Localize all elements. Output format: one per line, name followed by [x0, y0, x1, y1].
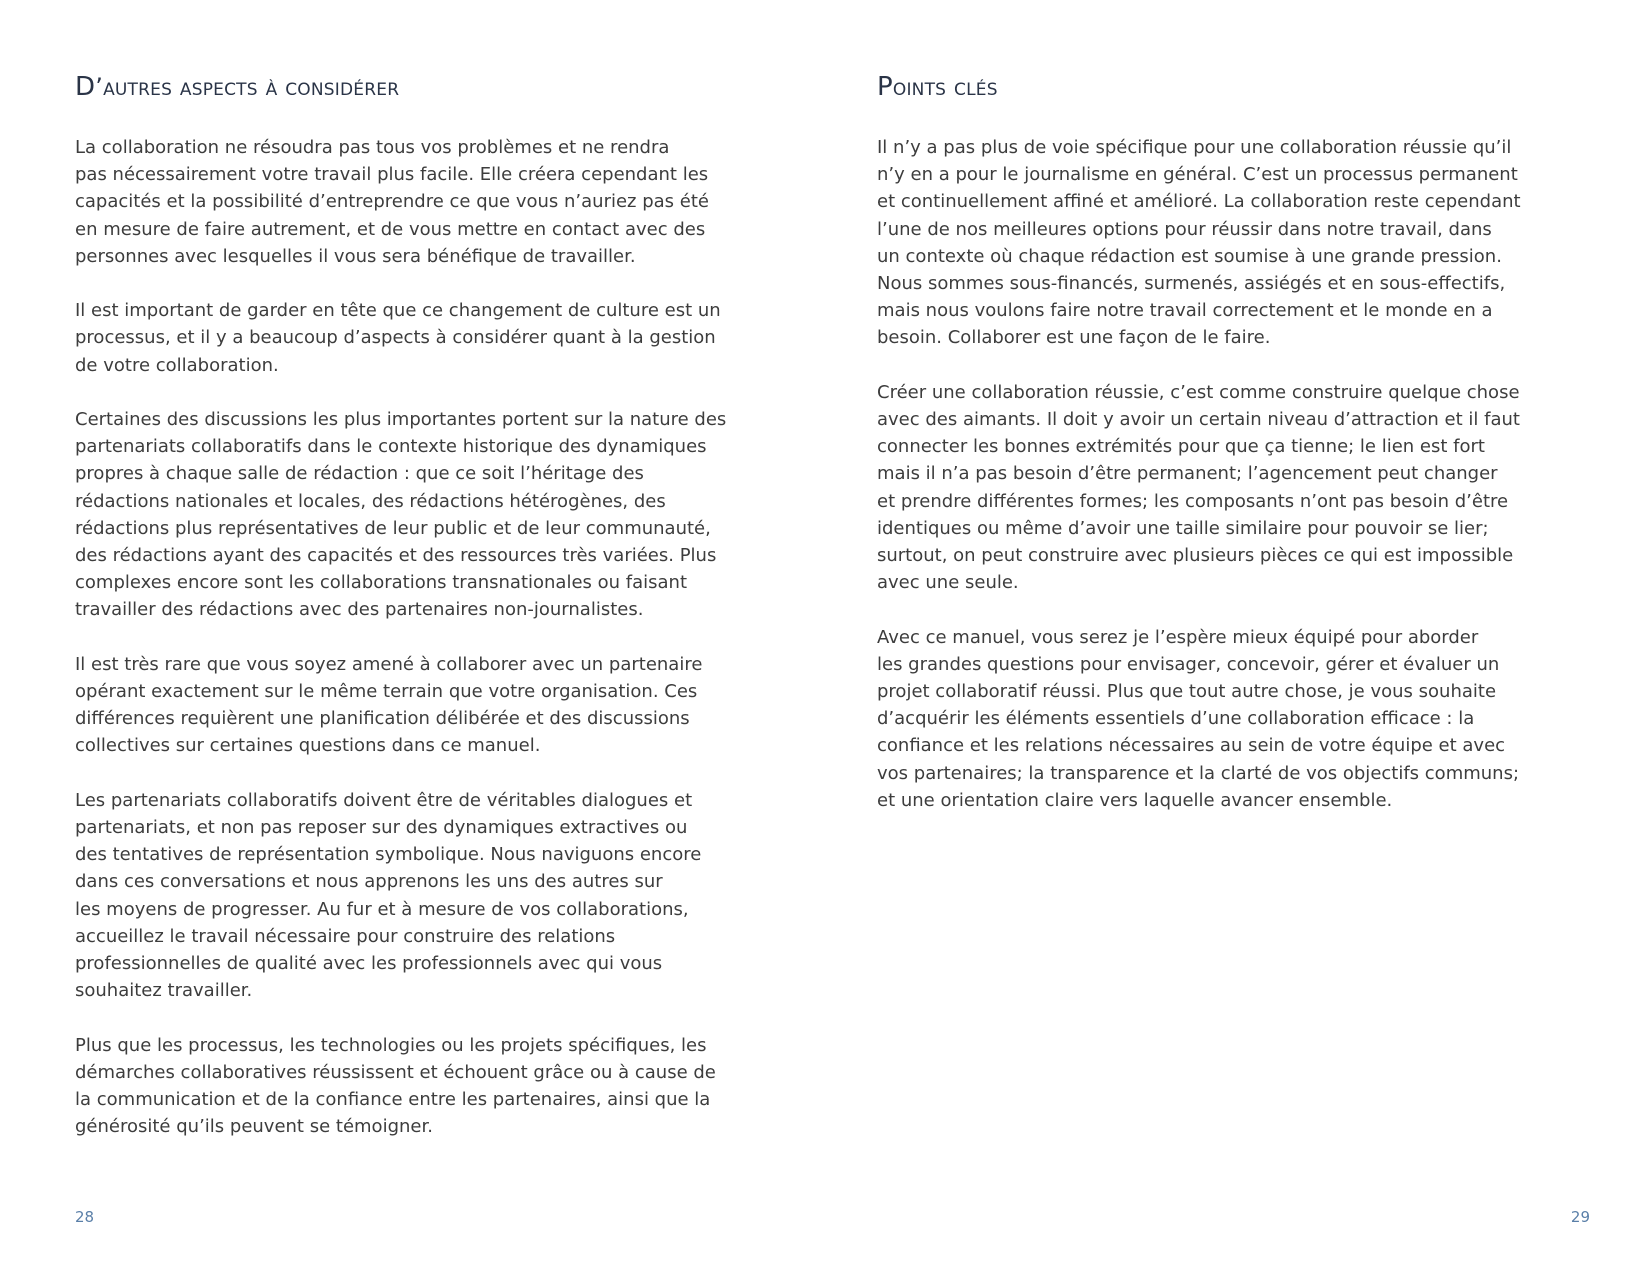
- text-line: souhaitez travailler.: [75, 980, 253, 1002]
- text-line: besoin. Collaborer est une façon de le faire.: [877, 327, 1271, 349]
- text-line: un contexte où chaque rédaction est soumise à une grande pression.: [877, 245, 1502, 267]
- right-page: [825, 0, 1650, 1275]
- text-line: n’y en a pour le journalisme en général. C’est un processus permanent: [877, 164, 1518, 186]
- text-line: identiques ou même d’avoir une taille similaire pour pouvoir se lier;: [877, 517, 1489, 539]
- text-line: des rédactions ayant des capacités et des ressources très variées. Plus: [75, 545, 717, 567]
- text-line: Il est très rare que vous soyez amené à collaborer avec un partenaire: [75, 653, 703, 675]
- paragraph: [75, 651, 775, 760]
- text-line: accueillez le travail nécessaire pour construire des relations: [75, 925, 616, 947]
- paragraph: [877, 134, 1577, 352]
- paragraph: [75, 297, 775, 379]
- paragraph: [877, 379, 1577, 597]
- text-line: rédactions nationales et locales, des rédactions hétérogènes, des: [75, 490, 666, 512]
- text-line: connecter les bonnes extrémités pour que ça tienne; le lien est fort: [877, 436, 1485, 458]
- text-line: les grandes questions pour envisager, concevoir, gérer et évaluer un: [877, 653, 1500, 675]
- section-heading: Points clés: [877, 72, 998, 102]
- text-line: partenariats, et non pas reposer sur des dynamiques extractives ou: [75, 817, 688, 839]
- paragraph: [877, 624, 1577, 814]
- text-line: Il est important de garder en tête que ce changement de culture est un: [75, 300, 721, 322]
- text-line: rédactions plus représentatives de leur public et de leur communauté,: [75, 517, 711, 539]
- text-line: pas nécessairement votre travail plus facile. Elle créera cependant les: [75, 164, 709, 186]
- body-text: [877, 134, 1577, 841]
- text-line: Avec ce manuel, vous serez je l’espère mieux équipé pour aborder: [877, 626, 1479, 648]
- text-line: La collaboration ne résoudra pas tous vos problèmes et ne rendra: [75, 137, 670, 158]
- text-line: Plus que les processus, les technologies ou les projets spécifiques, les: [75, 1034, 707, 1056]
- text-line: capacités et la possibilité d’entreprendre ce que vous n’auriez pas été: [75, 191, 709, 213]
- text-line: avec une seule.: [877, 572, 1019, 594]
- text-line: complexes encore sont les collaborations transnationales ou faisant: [75, 572, 688, 594]
- text-line: de votre collaboration.: [75, 354, 279, 376]
- paragraph: [75, 787, 775, 1005]
- text-line: en mesure de faire autrement, et de vous mettre en contact avec des: [75, 218, 706, 240]
- text-line: opérant exactement sur le même terrain que votre organisation. Ces: [75, 681, 698, 703]
- text-line: processus, et il y a beaucoup d’aspects à considérer quant à la gestion: [75, 327, 716, 349]
- text-line: personnes avec lesquelles il vous sera bénéfique de travailler.: [75, 245, 636, 267]
- text-line: vos partenaires; la transparence et la clarté de vos objectifs communs;: [877, 762, 1520, 784]
- text-line: les moyens de progresser. Au fur et à mesure de vos collaborations,: [75, 898, 689, 920]
- text-line: Nous sommes sous-financés, surmenés, assiégés et en sous-effectifs,: [877, 273, 1506, 295]
- text-line: et prendre différentes formes; les composants n’ont pas besoin d’être: [877, 490, 1509, 512]
- text-line: surtout, on peut construire avec plusieurs pièces ce qui est impossible: [877, 545, 1514, 567]
- text-line: professionnelles de qualité avec les professionnels avec qui vous: [75, 953, 663, 975]
- section-heading: D’autres aspects à considérer: [75, 72, 400, 102]
- paragraph: [75, 134, 775, 270]
- text-line: partenariats collaboratifs dans le contexte historique des dynamiques: [75, 436, 707, 458]
- text-line: avec des aimants. Il doit y avoir un certain niveau d’attraction et il faut: [877, 409, 1520, 431]
- text-line: collectives sur certaines questions dans ce manuel.: [75, 735, 541, 757]
- text-line: des tentatives de représentation symbolique. Nous naviguons encore: [75, 844, 702, 866]
- page-number: 29: [1570, 1208, 1590, 1226]
- paragraph: [75, 1032, 775, 1141]
- text-line: l’une de nos meilleures options pour réussir dans notre travail, dans: [877, 218, 1492, 240]
- paragraph: [75, 406, 775, 624]
- text-line: confiance et les relations nécessaires au sein de votre équipe et avec: [877, 735, 1506, 757]
- text-line: et une orientation claire vers laquelle avancer ensemble.: [877, 789, 1393, 811]
- text-line: Il n’y a pas plus de voie spécifique pour une collaboration réussie qu’il: [877, 137, 1512, 158]
- page-number: 28: [75, 1208, 95, 1226]
- text-line: projet collaboratif réussi. Plus que tout autre chose, je vous souhaite: [877, 681, 1497, 703]
- text-line: générosité qu’ils peuvent se témoigner.: [75, 1116, 433, 1138]
- body-text: [75, 134, 775, 1168]
- text-line: propres à chaque salle de rédaction : que ce soit l’héritage des: [75, 463, 644, 485]
- text-line: Certaines des discussions les plus importantes portent sur la nature des: [75, 409, 727, 430]
- text-line: différences requièrent une planification délibérée et des discussions: [75, 708, 690, 730]
- text-line: mais il n’a pas besoin d’être permanent; l’agencement peut changer: [877, 463, 1498, 485]
- text-line: démarches collaboratives réussissent et échouent grâce ou à cause de: [75, 1061, 716, 1083]
- text-line: la communication et de la confiance entre les partenaires, ainsi que la: [75, 1089, 711, 1111]
- text-line: Les partenariats collaboratifs doivent être de véritables dialogues et: [75, 789, 693, 811]
- text-line: Créer une collaboration réussie, c’est comme construire quelque chose: [877, 381, 1520, 403]
- text-line: mais nous voulons faire notre travail correctement et le monde en a: [877, 300, 1493, 322]
- text-line: travailler des rédactions avec des partenaires non-journalistes.: [75, 599, 644, 621]
- text-line: dans ces conversations et nous apprenons les uns des autres sur: [75, 871, 663, 893]
- text-line: d’acquérir les éléments essentiels d’une collaboration efficace : la: [877, 708, 1475, 730]
- text-line: et continuellement affiné et amélioré. La collaboration reste cependant: [877, 191, 1521, 213]
